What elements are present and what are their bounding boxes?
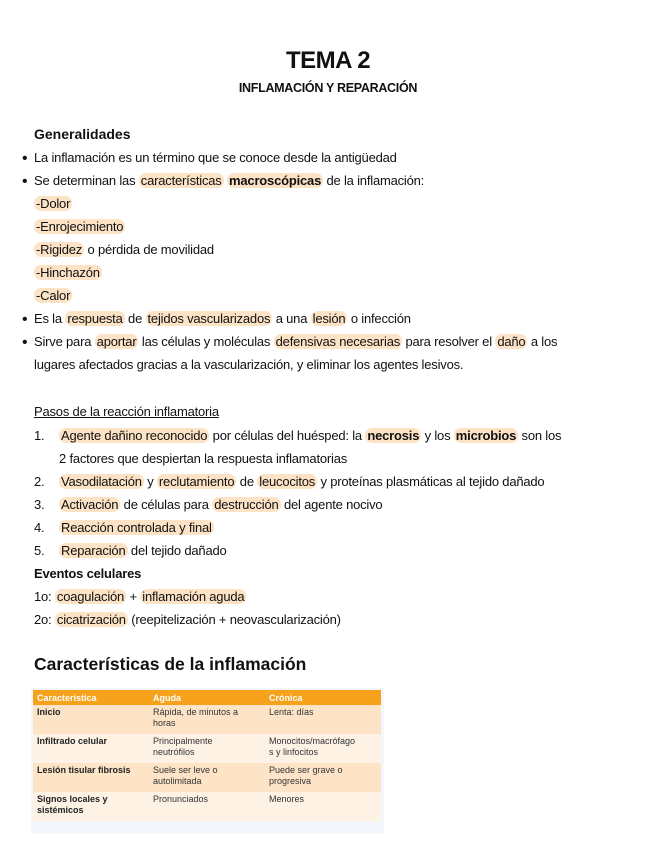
table-cell: Lenta: días [265, 705, 381, 734]
paragraph-line: lugares afectados gracias a la vascularización, y eliminar los agentes lesivos. [34, 357, 464, 372]
table-cell: Inicio [33, 705, 149, 734]
page-subtitle: INFLAMACIÓN Y REPARACIÓN [238, 81, 418, 95]
highlight: tejidos vascularizados [147, 311, 271, 326]
bullet-icon: • [22, 150, 28, 167]
paragraph-line: 1o: coagulación + inflamación aguda [34, 589, 245, 604]
comparison-table [31, 688, 384, 834]
table-cell: Infiltrado celular [33, 734, 149, 763]
table-cell: Rápida, de minutos a horas [149, 705, 265, 734]
table-header-cell: Característica [33, 690, 149, 705]
highlight: Reparación [61, 543, 126, 558]
highlight: daño [497, 334, 526, 349]
table-header-cell: Crónica [265, 690, 381, 705]
highlight: cicatrización [56, 612, 126, 627]
highlight: destrucción [214, 497, 279, 512]
highlight: necrosis [367, 428, 420, 443]
list-item [34, 218, 125, 236]
page-title: TEMA 2 [285, 47, 371, 74]
table-cell: Menores [265, 792, 381, 821]
paragraph-line: 2 factores que despiertan la respuesta inflamatorias [59, 451, 348, 466]
list-item: -Rigidez o pérdida de movilidad [36, 242, 214, 257]
table-cell: Principalmente neutrófilos [149, 734, 265, 763]
highlight: -Rigidez [36, 242, 83, 257]
highlight: coagulación [56, 589, 125, 604]
highlight: respuesta [67, 311, 123, 326]
highlight: Activación [61, 497, 119, 512]
paragraph-line: 2o: cicatrización (reepitelización + neovascularización) [34, 612, 341, 627]
table-cell: Puede ser grave o progresiva [265, 763, 381, 792]
table-row [33, 734, 381, 763]
highlight: defensivas necesarias [275, 334, 401, 349]
table-cell: Pronunciados [149, 792, 265, 821]
highlight: -Calor [36, 288, 71, 303]
table-row [33, 792, 381, 821]
highlight: Reacción controlada y final [61, 520, 212, 535]
list-item [34, 195, 72, 213]
highlight: inflamación aguda [142, 589, 245, 604]
bullet-icon: • [22, 334, 28, 351]
paragraph-line: Sirve para aportar las células y moléculas defensivas necesarias para resolver el daño a los [34, 334, 558, 349]
list-item [34, 264, 102, 282]
highlight: -Dolor [36, 196, 71, 211]
highlight: -Hinchazón [36, 265, 100, 280]
bullet-icon: • [22, 173, 28, 190]
paragraph-line: La inflamación es un término que se conoce desde la antigüedad [34, 150, 397, 165]
bullet-icon: • [22, 311, 28, 328]
section-heading-generalidades: Generalidades [34, 126, 131, 142]
highlight: reclutamiento [158, 474, 235, 489]
table-cell: Suele ser leve o autolimitada [149, 763, 265, 792]
list-item [34, 287, 72, 305]
highlight: aportar [96, 334, 137, 349]
table-cell: Signos locales y sistémicos [33, 792, 149, 821]
paragraph-line: Se determinan las características macroscópicas de la inflamación: [34, 173, 425, 188]
highlight: Vasodilatación [61, 474, 142, 489]
table-header-cell: Aguda [149, 690, 265, 705]
highlight: lesión [312, 311, 346, 326]
highlight: macroscópicas [229, 173, 322, 188]
table-row [33, 763, 381, 792]
highlight: leucocitos [259, 474, 316, 489]
highlight: microbios [455, 428, 517, 443]
paragraph-line: Es la respuesta de tejidos vascularizados a una lesión o infección [34, 311, 411, 326]
section-heading-pasos: Pasos de la reacción inflamatoria [34, 404, 219, 419]
section-heading-caracteristicas: Características de la inflamación [34, 654, 307, 674]
highlight: -Enrojecimiento [36, 219, 124, 234]
table-cell: Lesión tisular fibrosis [33, 763, 149, 792]
table-header-row [33, 690, 381, 705]
section-heading-eventos: Eventos celulares [34, 566, 142, 581]
table-cell: Monocitos/macrófago s y linfocitos [265, 734, 381, 763]
highlight: Agente dañino reconocido [61, 428, 208, 443]
table-row [33, 705, 381, 734]
highlight: características [140, 173, 222, 188]
document-page: TEMA 2 INFLAMACIÓN Y REPARACIÓN Generalidades • La inflamación es un término que se conoce desde la antigüedad • Se determinan las características macroscópicas de la inflamación: -Dolor -Enrojecimiento -Rigidez o pérdida de movilidad -Hinchazón -Calor • Es la respuesta de tejidos vascularizados a una lesión o infección • Sirve para aportar las células y moléculas defensivas necesarias para resolver el daño a los lugares afectados gracias a la vascularización, y eliminar los agentes lesivos. Pasos de la reacción inflamatoria 1. Agente dañino reconocido por células del huésped: la necrosis y los microbios son los 2 factores que despiertan la respuesta inflamatorias 2. Vasodilatación y reclutamiento de leucocitos y proteínas plasmáticas al tejido dañado 3. Activación de células para destrucción del agente nocivo 4. Reacción controlada y final 5. Reparación del tejido dañado Eventos celulares 1o: coagulación + inflamación aguda 2o: cicatrización (reepitelización + neovascularización) Características de la inflamación Característica Aguda Crónica Inicio Rápida, de minutos a horas Lenta: días Infiltrado celular Principalmente neutrófilos Monocitos/macrófago s y linfocitos Lesión tisular fibrosis Suele ser leve o autolimitada Puede ser grave o progresiva Signos locales y sistémicos Pronunciados Menores [0, 0, 656, 848]
